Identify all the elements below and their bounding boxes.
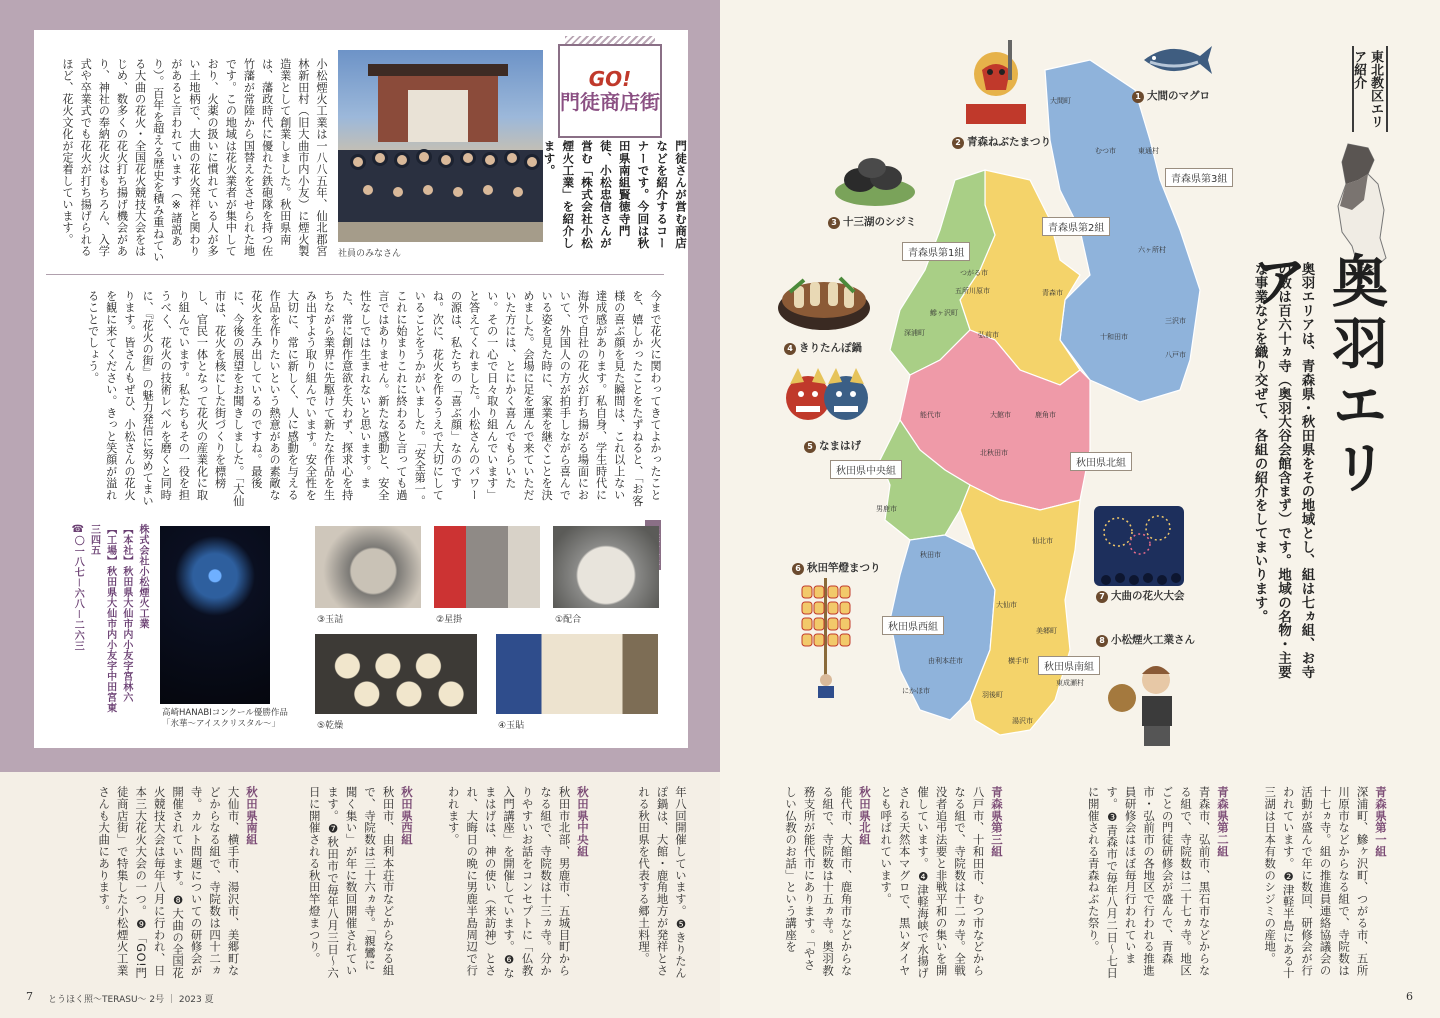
nebuta-float-icon <box>956 34 1036 130</box>
section-text-akita-south: 大仙市、横手市、湯沢市、美郷町などからなる組で、寺院数は四十二ヵ寺。カルト問題についての研修会が開催されています。❽大曲の全国花火競技大会は毎年八月に行われ、日本三大花火大会の一つ。❾「GO!門徒商店街」で特集した小松煙火工業さんも大曲にあります。 <box>97 786 241 980</box>
city-label: 仙北市 <box>1032 537 1053 545</box>
fireworks-caption <box>162 708 288 730</box>
map-number-6: 6 <box>792 563 804 575</box>
kiritanpo-hotpot-icon <box>774 262 874 334</box>
map-label-text-8: 小松煙火工業さん <box>1111 634 1195 646</box>
city-label: 五所川原市 <box>955 287 990 295</box>
page-number-left: 7 <box>26 990 33 1003</box>
page-number-right: 6 <box>1406 990 1413 1003</box>
group-tag-akita-south: 秋田県南組 <box>1038 656 1100 675</box>
section-head-akita-central: 秋田県中央組 <box>576 786 590 858</box>
staff-photo <box>338 50 543 242</box>
map-number-1: 1 <box>1132 91 1144 103</box>
section-aomori-2 <box>1012 786 1232 982</box>
fireworks-photo <box>160 526 270 704</box>
map-label-8 <box>1096 632 1195 647</box>
group-tag-akita-central: 秋田県中央組 <box>830 460 902 479</box>
city-label: 鰺ヶ沢町 <box>930 309 958 317</box>
ou-area-map <box>760 30 1240 765</box>
group-tag-akita-north: 秋田県北組 <box>1070 452 1132 471</box>
company-phone: ☎〇一八七－六八－二六三 <box>72 524 84 651</box>
staff-photo-caption: 社員のみなさん <box>338 249 402 259</box>
map-label-1 <box>1132 88 1210 103</box>
map-label-text-7: 大曲の花火大会 <box>1111 590 1185 602</box>
lead-text: 奥羽エリアは、青森県・秋田県をその地域とし、組は七ヵ組、お寺の数は百六十ヵ寺（奥羽大谷会館含まず）です。地域の名物・主要な事業などを織り交ぜて、各組の紹介をしてまいります。 <box>1252 262 1315 679</box>
section-head-akita-west: 秋田県西組 <box>400 786 414 846</box>
city-label: 三沢市 <box>1165 317 1186 325</box>
city-label: 鹿角市 <box>1035 411 1056 419</box>
badge-decoration <box>565 36 655 44</box>
group-tag-aomori-1: 青森県第1組 <box>902 242 970 261</box>
section-head-aomori-3: 青森県第三組 <box>990 786 1004 858</box>
process-photo-mixing <box>553 526 659 608</box>
section-akita-north <box>760 786 874 982</box>
map-label-4 <box>784 340 862 355</box>
interview-text: 今まで花火に関わってきてよかったことを、嬉しかったことをたずねると、「お客様の喜ぶ顔を見た瞬間は、これ以上ない達成感があります。私自身、学生時代に海外で自社の花火が打ち揚がる場面において、外国人の方が拍手しながら喜んでいる姿を見た時に、家業を継ぐことを決めました。会場に足を運んで来ていただいた方には、とにかく喜んでもらいたい。その一心で日々取り組んでいます」と答えてくれました。小松さんのパワーの源は、私たちの「喜ぶ顔」なのですね。次に、花火を作るうえで大切にしていることをうかがいました。「安全第一。これに始まりこれに終わると言っても過言ではありません。新たな感動と、安全性なしでは生まれないと思います。また、常に創作意欲を失わず、探求心を持ちながら業界に先駆けて新たな作品を生み出すよう取り組んでいます。安全性を大切に、常に新しく、人に感動を与える作品を作りたいという熱意があの素敵な花火を生み出しているのですね。最後に、今後の展望をお聞きしました。「大仙市は、花火を核にした街づくりを標榜し、官民一体となって花火の産業化に取り組んでいます。私たちもその一役を担うべく、花火の技術レベルを磨くと同時に、『花火の街』の魅力発信に努めてまいります。皆さんもぜひ、小松さんの花火を観に来てください。きっと笑顔が溢れることでしょう。 <box>86 290 662 507</box>
section-text-aomori-2: 青森市、弘前市、黒石市などからなる組で、寺院数は二十七ヵ寺。地区ごとの門徒研修会が盛んで、青森市・弘前市の各地区で行われる推進員研修会はほぼ毎月行われています。❸青森市で毎年八月二日～七日に開催される青森ねぶた祭り。 <box>1086 786 1212 979</box>
staff-photo-illustration <box>338 50 543 242</box>
city-label: 六ヶ所村 <box>1138 246 1166 254</box>
company-name: 株式会社小松煙火工業 <box>137 524 148 629</box>
map-number-2: 2 <box>952 137 964 149</box>
city-label: 湯沢市 <box>1012 717 1033 725</box>
process-photo-coating <box>434 526 540 608</box>
city-label: 秋田市 <box>920 551 941 559</box>
badge-go: GO! <box>588 66 632 91</box>
section-head-akita-north: 秋田県北組 <box>858 786 872 846</box>
map-number-4: 4 <box>784 343 796 355</box>
process-photo-drying <box>315 634 477 714</box>
map-number-5: 5 <box>804 441 816 453</box>
city-label: にかほ市 <box>902 687 930 695</box>
map-label-3 <box>828 214 916 229</box>
process-caption-5: ⑤乾燥 <box>317 721 344 731</box>
city-label: 東成瀬村 <box>1056 679 1084 687</box>
city-label: 能代市 <box>920 411 941 419</box>
section-aomori-3 <box>880 786 1006 982</box>
fireworks-caption-line1: 高崎HANABIコンクール優勝作品 <box>162 708 288 718</box>
city-label: 八戸市 <box>1165 351 1186 359</box>
map-label-7 <box>1096 588 1185 603</box>
section-text-akita-west: 秋田市、由利本荘市などからなる組で、寺院数は三十六ヵ寺。「親鸞に聞く集い」が年に数回開催されています。❼秋田市で毎年八月三日～六日に開催される秋田竿燈まつり。 <box>307 786 396 979</box>
city-label: 由利本荘市 <box>928 657 963 665</box>
city-label: 深浦町 <box>904 329 925 337</box>
process-caption-1: ①配合 <box>555 615 582 625</box>
city-label: 美郷町 <box>1036 627 1057 635</box>
city-label: 東通村 <box>1138 147 1159 155</box>
process-photo-pasting <box>496 634 658 714</box>
city-label: 青森市 <box>1042 289 1063 297</box>
section-text-aomori-3: 八戸市、十和田市、むつ市などからなる組で、寺院数は十二ヵ寺。全戦没者追弔法要と非戦平和の集いを開催しています。❹津軽海峡で水揚げされる天然本マグロで、黒いダイヤとも呼ばれています。 <box>879 786 986 979</box>
section-text-aomori-1: 深浦町、鰺ヶ沢町、つがる市、五所川原市などからなる組で、寺院数は十七ヵ寺。組の推進員連絡協議会の活動が盛んで年に数回、研修会が行われています。❷津軽半島にある十三湖は日本有数のシジミの産地。 <box>1263 786 1370 979</box>
fireworks-caption-line2: 「氷華～アイスクリスタル～」 <box>162 719 280 730</box>
factory-address: 秋田県大仙市内小友字中田宮東三四五 <box>88 524 116 713</box>
group-tag-aomori-2: 青森県第2組 <box>1042 217 1110 236</box>
group-tag-aomori-3: 青森県第3組 <box>1165 168 1233 187</box>
lower-section-1-text: 年八回開催しています。❺きりたんぽ鍋は、大館・鹿角地方が発祥とされる秋田県を代表する郷土料理。 <box>637 786 688 979</box>
map-label-text-1: 大間のマグロ <box>1147 90 1210 102</box>
map-label-text-2: 青森ねぶたまつり <box>967 136 1051 148</box>
map-label-text-6: 秋田竿燈まつり <box>807 562 881 574</box>
group-tag-akita-west: 秋田県西組 <box>882 616 944 635</box>
tuna-icon <box>1140 38 1214 82</box>
city-label: 大仙市 <box>996 601 1017 609</box>
page-title: 奥羽エリア <box>1243 252 1389 500</box>
kanto-lantern-icon <box>796 578 856 698</box>
lower-section-akita-west <box>268 786 416 982</box>
section-head-akita-south: 秋田県南組 <box>245 786 259 846</box>
city-label: 大館市 <box>990 411 1011 419</box>
feature-intro: 門徒さんが営む商店などを紹介するコーナーです。今回は秋田県南組賢徳寺門徒、小松忠信さんが営む「株式会社小松煙火工業」を紹介します。 <box>542 140 688 249</box>
lower-section-akita-central <box>422 786 592 982</box>
map-label-text-5: なまはげ <box>819 440 861 452</box>
map-number-8: 8 <box>1096 635 1108 647</box>
lower-section-akita-south <box>56 786 261 982</box>
map-number-7: 7 <box>1096 591 1108 603</box>
namahage-masks-icon <box>782 364 872 434</box>
city-label: 横手市 <box>1008 657 1029 665</box>
process-caption-4: ④玉貼 <box>498 721 525 731</box>
city-label: 男鹿市 <box>876 505 897 513</box>
section-divider <box>46 274 664 275</box>
city-label: 大間町 <box>1050 97 1071 105</box>
map-label-5 <box>804 438 861 453</box>
map-label-text-3: 十三湖のシジミ <box>843 216 917 228</box>
head-office-label: 【本社】 <box>120 524 132 566</box>
craftsman-icon <box>1104 648 1194 748</box>
city-label: むつ市 <box>1095 147 1116 155</box>
lower-section-continued <box>600 786 690 982</box>
map-label-6 <box>792 560 881 575</box>
shijimi-clams-icon <box>830 144 920 210</box>
section-text-akita-central: 秋田市北部、男鹿市、五城目町からなる組で、寺院数は十三ヵ寺。分かりやすいお話をコンセプトに「仏教入門講座」を開催しています。❻なまはげは、神の使い（来訪神）とされ、大晦日の晩に男鹿半島周辺で行われます。 <box>446 786 572 979</box>
city-label: つがる市 <box>960 269 988 277</box>
factory-label: 【工場】 <box>104 524 116 566</box>
footer-publication: とうほく照～TERASU～ 2号 ｜ 2023 夏 <box>48 995 214 1005</box>
process-caption-2: ②星掛 <box>436 615 463 625</box>
section-head-aomori-2: 青森県第二組 <box>1216 786 1230 858</box>
city-label: 羽後町 <box>982 691 1003 699</box>
process-photo-filling <box>315 526 421 608</box>
city-label: 北秋田市 <box>980 449 1008 457</box>
section-text-akita-north: 能代市、大館市、鹿角市などからなる組で、寺院数は十五ヵ寺。奥羽教務支所が能代市にあります。「やさしい仏教のお話」という講座を <box>784 786 854 977</box>
map-label-text-4: きりたんぽ鍋 <box>799 342 862 354</box>
badge-title: 門徒商店街 <box>560 89 660 114</box>
city-label: 十和田市 <box>1100 333 1128 341</box>
map-number-3: 3 <box>828 217 840 229</box>
section-aomori-1 <box>1240 786 1390 982</box>
city-label: 弘前市 <box>978 331 999 339</box>
company-history-text: 小松煙火工業は一八八五年、仙北郡宮林新田村（旧大曲市内小友）に煙火製造業として創業しました。秋田県南は、藩政時代に優れた鉄砲隊を持つ佐竹藩が常陸から国替えをさせられた地です。この地域は花火業者が集中しており、火薬の扱いに慣れている人が多い土地柄で、大曲の花火発祥と関わりがあると言われています（※諸説あり）。百年を超える歴史を積み重ねている大曲の花火・全国花火競技大会をはじめ、数多くの花火打ち揚げ機会があり、神社の奉納花火はもちろん、入学式や卒業式でも花火が打ち揚げられるほど、花火文化が定着しています。 <box>61 58 328 263</box>
area-tag: 東北教区エリア紹介 <box>1352 46 1388 132</box>
company-info <box>58 524 150 720</box>
head-office-address: 秋田県大仙市内小友字宮林六 <box>120 566 132 703</box>
fireworks-night-icon <box>1094 506 1184 586</box>
go-badge <box>558 44 662 138</box>
process-caption-3: ③玉詰 <box>317 615 344 625</box>
section-head-aomori-1: 青森県第一組 <box>1374 786 1388 858</box>
map-label-2 <box>952 134 1051 149</box>
